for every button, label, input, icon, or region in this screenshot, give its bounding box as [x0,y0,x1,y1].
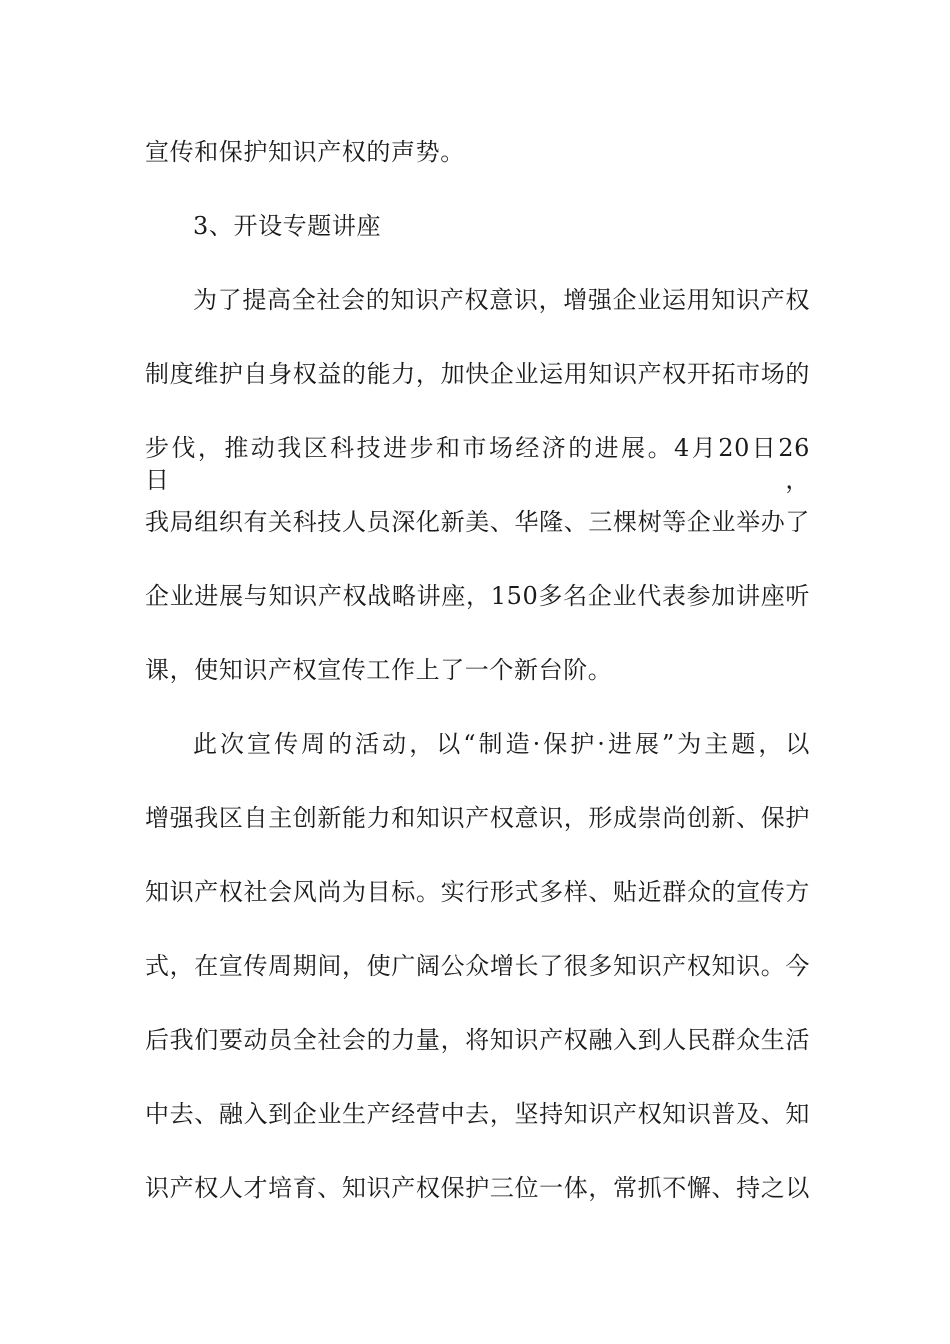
text-line-11: 知识产权社会风尚为目标。实行形式多样、贴近群众的宣传方 [145,878,810,906]
text-line-9: 此次宣传周的活动，以“制造·保护·进展”为主题，以 [193,730,810,758]
text-line-4: 制度维护自身权益的能力，加快企业运用知识产权开拓市场的 [145,360,810,388]
text-line-7: 企业进展与知识产权战略讲座，150多名企业代表参加讲座听 [145,582,810,610]
text-line-5: 步伐，推动我区科技进步和市场经济的进展。4月20日26日， [145,434,810,494]
text-line-15: 识产权人才培育、知识产权保护三位一体，常抓不懈、持之以 [145,1174,810,1202]
text-line-12: 式，在宣传周期间，使广阔公众增长了很多知识产权知识。今 [145,952,810,980]
text-line-3: 为了提高全社会的知识产权意识，增强企业运用知识产权 [193,286,810,314]
text-line-14: 中去、融入到企业生产经营中去，坚持知识产权知识普及、知 [145,1100,810,1128]
text-line-13: 后我们要动员全社会的力量，将知识产权融入到人民群众生活 [145,1026,810,1054]
text-line-1: 宣传和保护知识产权的声势。 [145,138,465,166]
text-line-6: 我局组织有关科技人员深化新美、华隆、三棵树等企业举办了 [145,508,810,536]
text-line-10: 增强我区自主创新能力和知识产权意识，形成崇尚创新、保护 [145,804,810,832]
section-heading: 3、开设专题讲座 [193,212,382,240]
text-line-8: 课，使知识产权宣传工作上了一个新台阶。 [145,656,613,684]
